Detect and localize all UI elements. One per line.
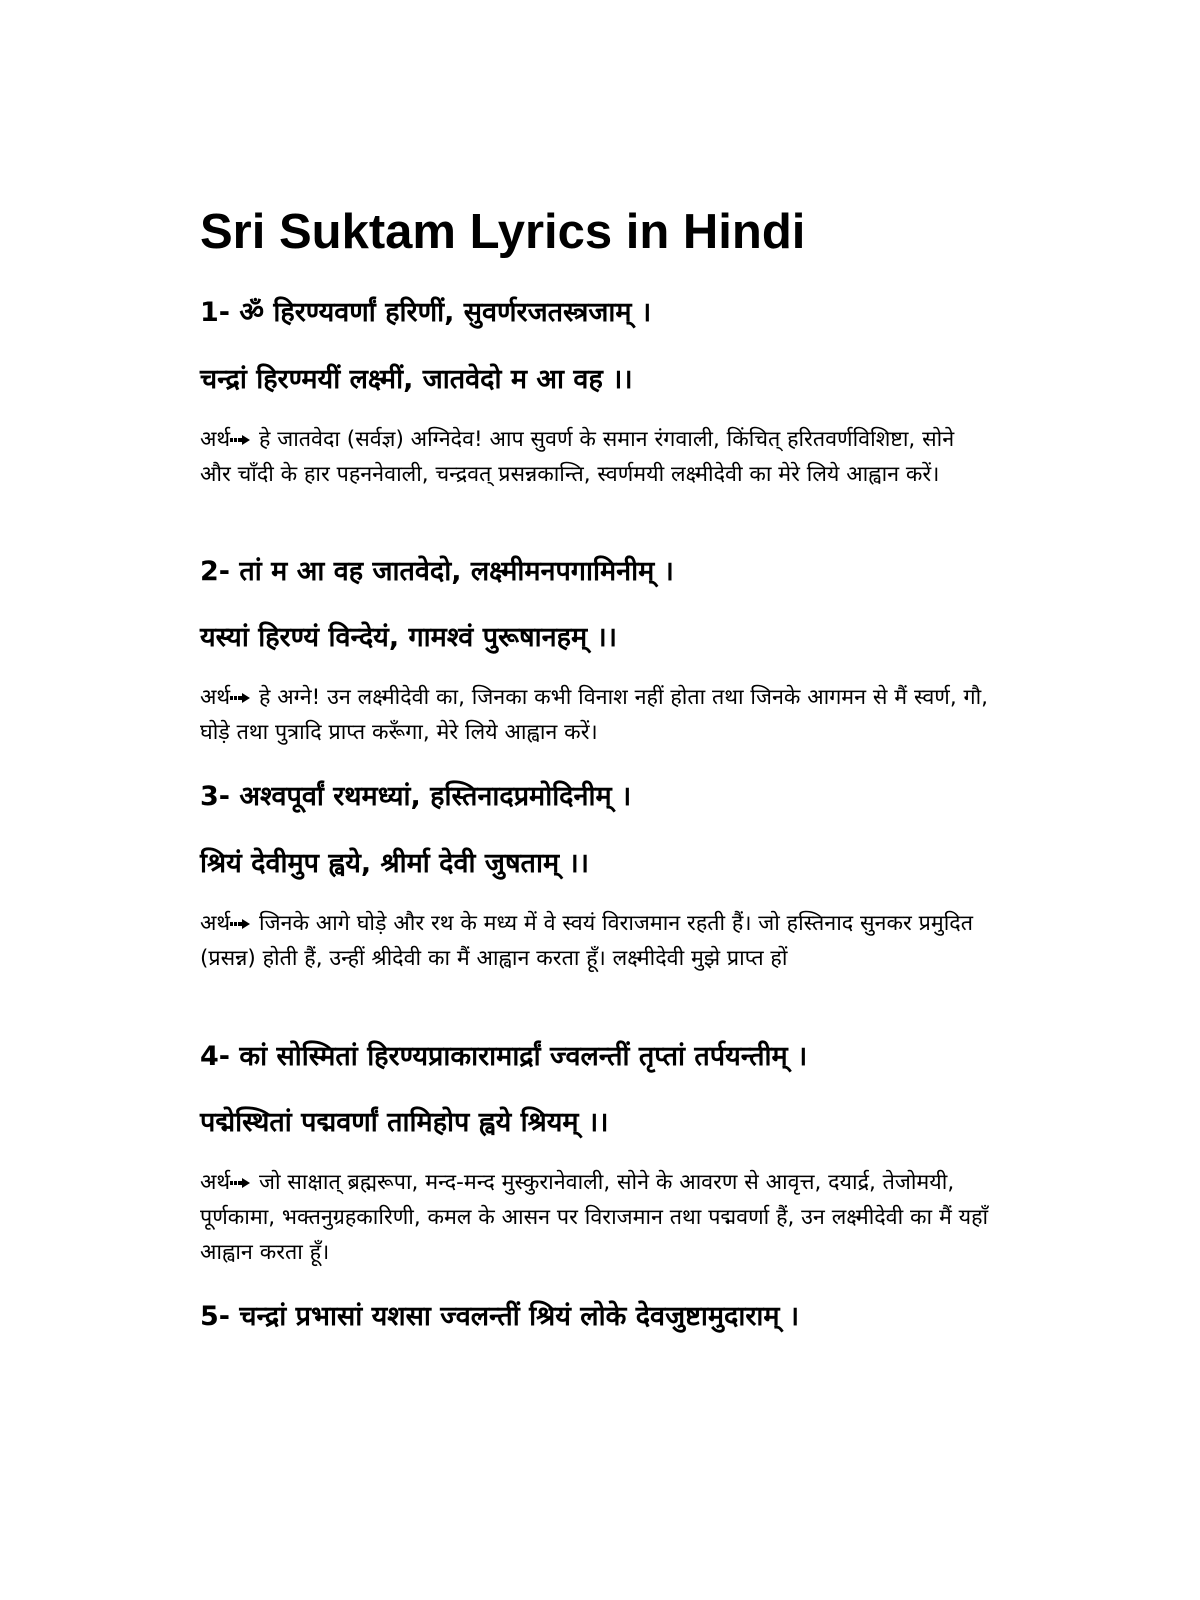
meaning-prefix: अर्थ bbox=[200, 1170, 231, 1195]
verse-1-meaning-text: हे जातवेदा (सर्वज्ञ) अग्निदेव! आप सुवर्ण के समान रंगवाली, किंचित् हरितवर्णविशिष्टा, सोने और चाँदी के हार पहननेवाली, चन्द्रवत् प्रसन्नकान्ति, स्वर्णमयी लक्ष्मीदेवी का मेरे लिये आह्वान करें। bbox=[200, 427, 955, 487]
document-page bbox=[200, 0, 1020, 1600]
verse-2-meaning bbox=[200, 680, 990, 750]
verse-2-line-1: 2- तां म आ वह जातवेदो, लक्ष्मीमनपगामिनीम् । bbox=[200, 556, 674, 587]
heavy-right-arrow-icon bbox=[230, 917, 250, 931]
verse-4-line-1: 4- कां सोस्मितां हिरण्यप्राकारामार्द्रां ज्वलन्तीं तृप्तां तर्पयन्तीम् । bbox=[200, 1041, 808, 1072]
verse-3-line-2: श्रियं देवीमुप ह्वये, श्रीर्मा देवी जुषताम् ।। bbox=[200, 848, 589, 879]
verse-5-line-1: 5- चन्द्रां प्रभासां यशसा ज्वलन्तीं श्रियं लोके देवजुष्टामुदाराम् । bbox=[200, 1301, 800, 1332]
meaning-prefix: अर्थ bbox=[200, 427, 231, 452]
verse-4-meaning bbox=[200, 1165, 990, 1270]
verse-4-meaning-text: जो साक्षात् ब्रह्मरूपा, मन्द-मन्द मुस्कुरानेवाली, सोने के आवरण से आवृत्त, दयार्द्र, तेजोमयी, पूर्णकामा, भक्तनुग्रहकारिणी, कमल के आसन पर विराजमान तथा पद्मवर्णा हैं, उन लक्ष्मीदेवी का मैं यहाँ आह्वान करता हूँ। bbox=[200, 1170, 989, 1265]
meaning-prefix: अर्थ bbox=[200, 911, 231, 936]
heavy-right-arrow-icon bbox=[230, 1176, 250, 1190]
verse-3-meaning-text: जिनके आगे घोड़े और रथ के मध्य में वे स्वयं विराजमान रहती हैं। जो हस्तिनाद सुनकर प्रमुदित (प्रसन्न) होती हैं, उन्हीं श्रीदेवी का मैं आह्वान करता हूँ। लक्ष्मीदेवी मुझे प्राप्त हों bbox=[200, 911, 973, 971]
verse-4-line-2: पद्मेस्थितां पद्मवर्णां तामिहोप ह्वये श्रियम् ।। bbox=[200, 1107, 609, 1138]
verse-2-line-2: यस्यां हिरण्यं विन्देयं, गामश्वं पुरूषानहम् ।। bbox=[200, 622, 617, 653]
verse-3-meaning bbox=[200, 906, 990, 976]
verse-3-line-1: 3- अश्वपूर्वां रथमध्यां, हस्तिनादप्रमोदिनीम् । bbox=[200, 781, 632, 812]
verse-1-line-2: चन्द्रां हिरण्मयीं लक्ष्मीं, जातवेदो म आ वह ।। bbox=[200, 364, 633, 395]
meaning-prefix: अर्थ bbox=[200, 685, 231, 710]
verse-1-meaning bbox=[200, 422, 990, 492]
verse-1-line-1: 1- ॐ हिरण्यवर्णां हरिणीं, सुवर्णरजतस्त्रजाम् । bbox=[200, 297, 652, 328]
heavy-right-arrow-icon bbox=[230, 433, 250, 447]
verse-2-meaning-text: हे अग्ने! उन लक्ष्मीदेवी का, जिनका कभी विनाश नहीं होता तथा जिनके आगमन से मैं स्वर्ण, गौ, घोड़े तथा पुत्रादि प्राप्त करूँगा, मेरे लिये आह्वान करें। bbox=[200, 685, 989, 745]
document-title: Sri Suktam Lyrics in Hindi bbox=[200, 205, 806, 259]
heavy-right-arrow-icon bbox=[230, 691, 250, 705]
